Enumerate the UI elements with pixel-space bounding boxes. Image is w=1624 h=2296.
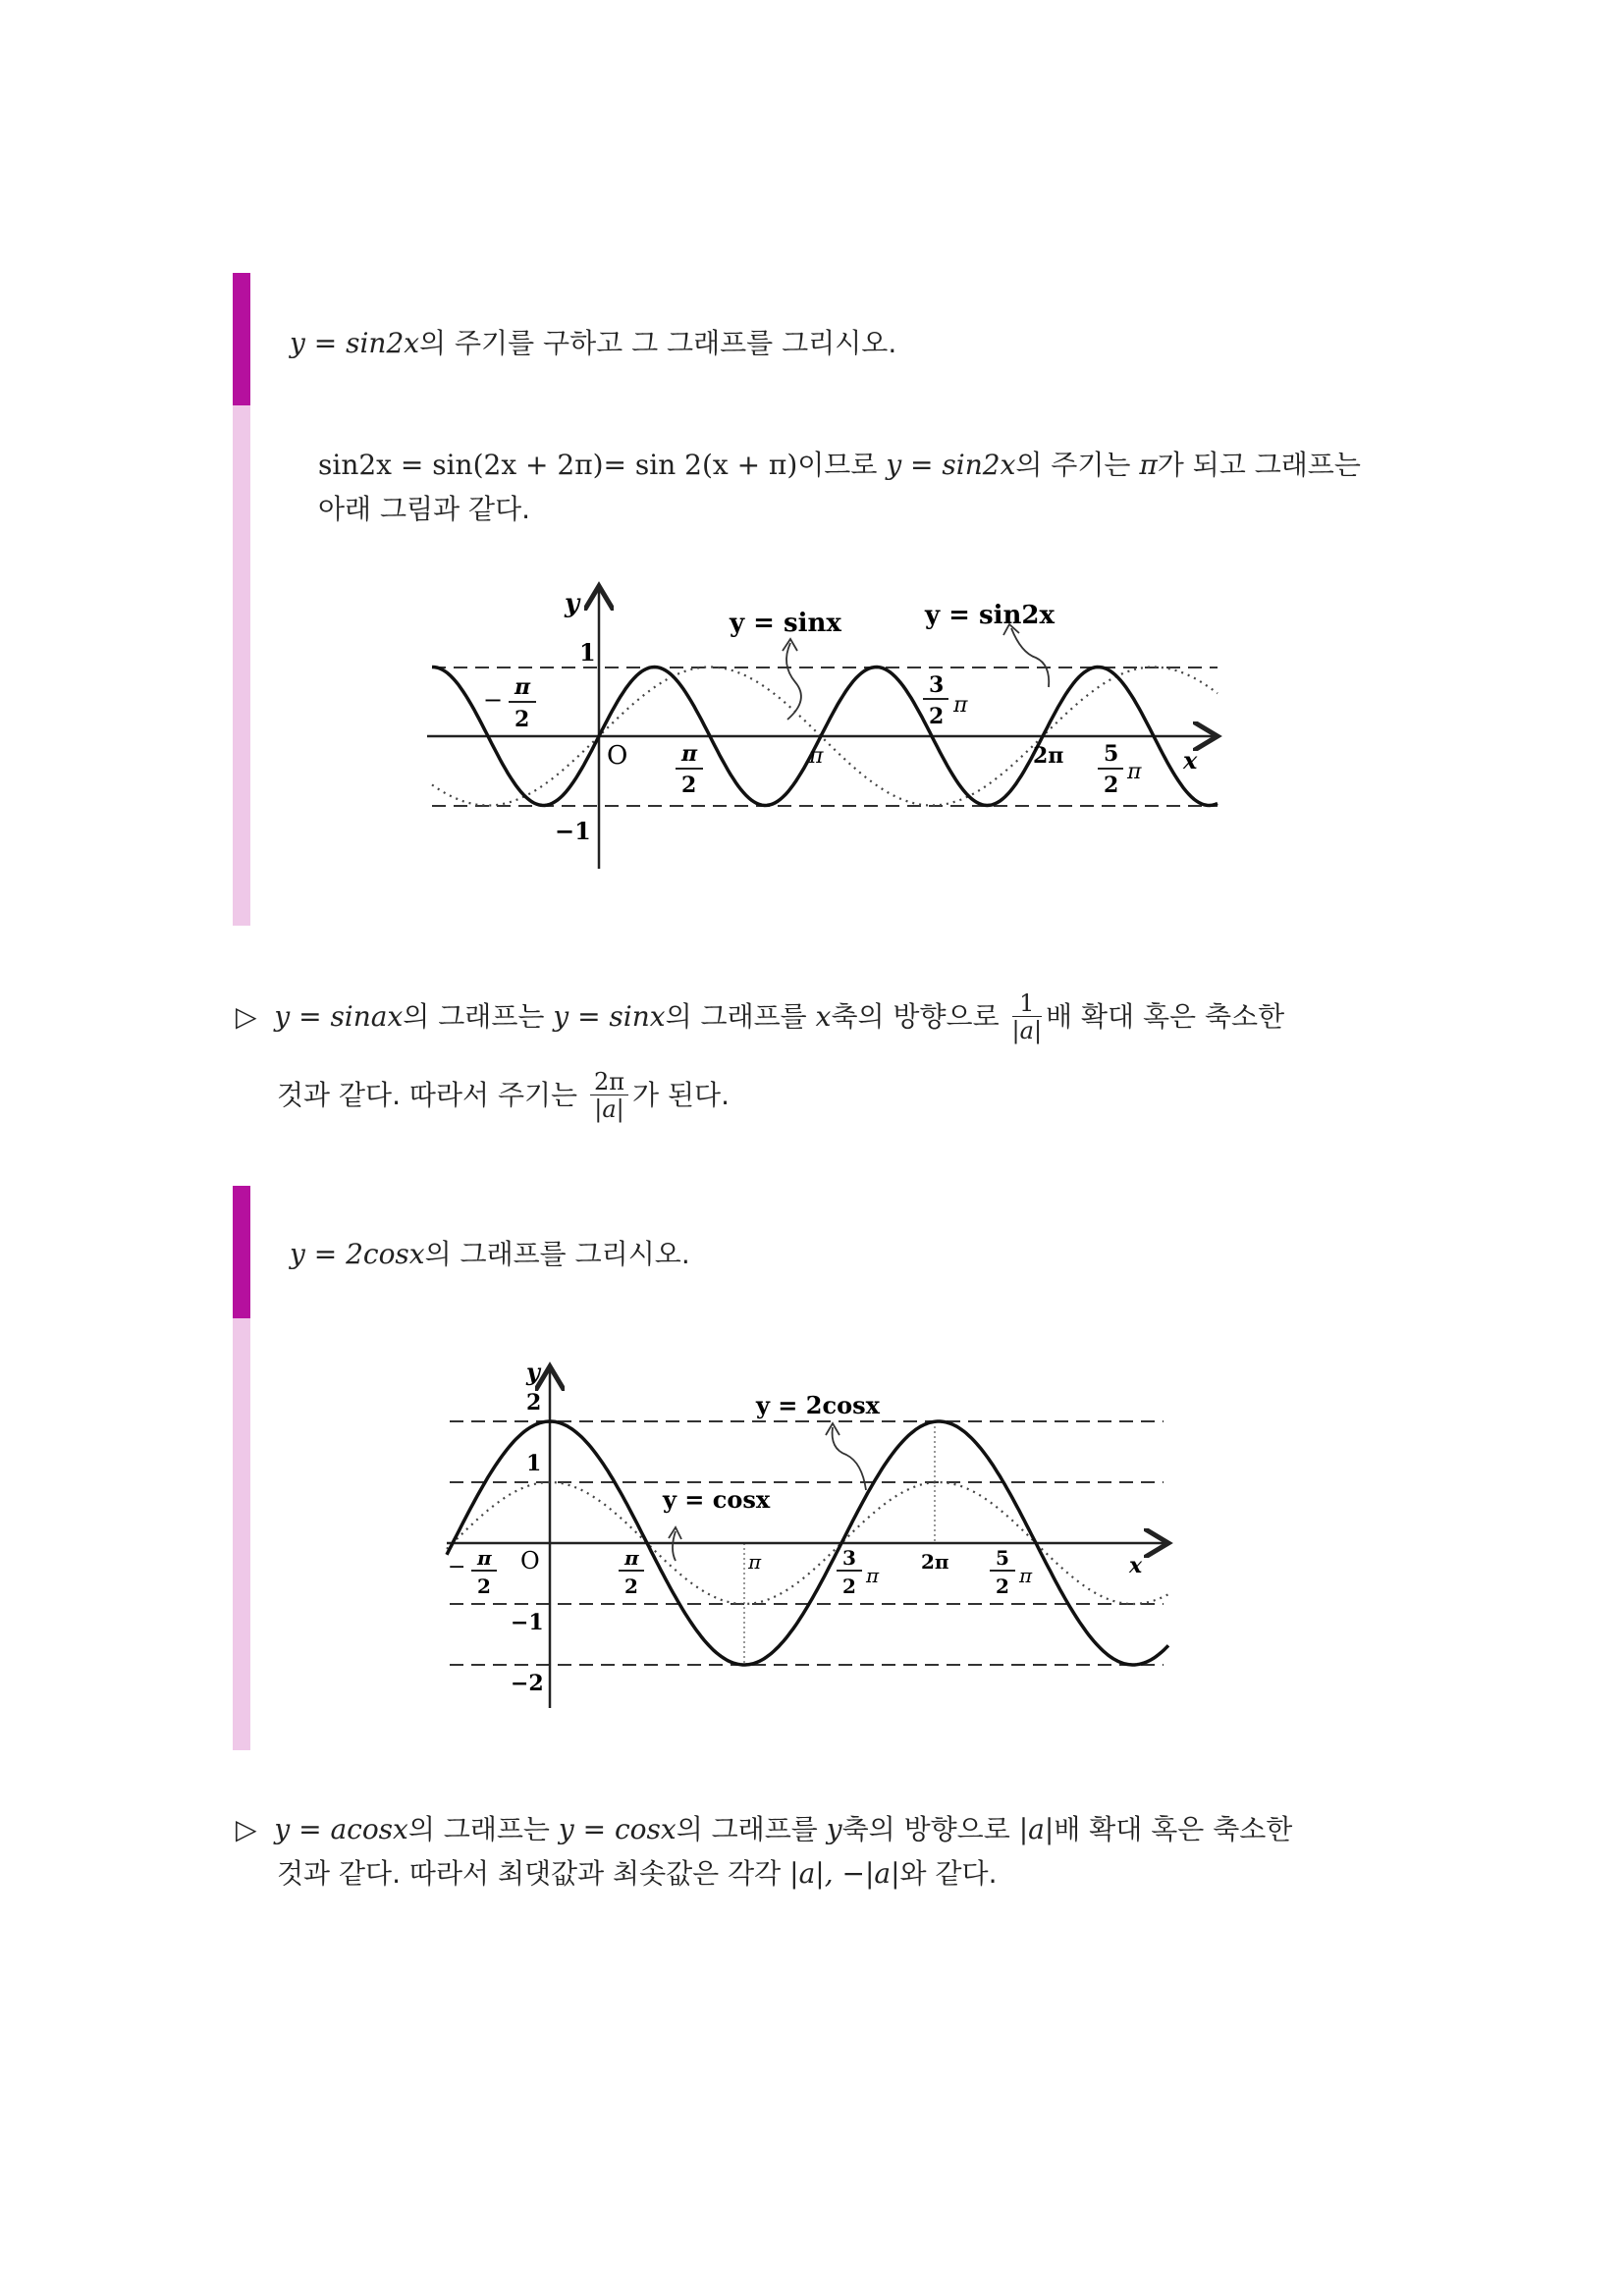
question-text: 의 주기를 구하고 그 그래프를 그리시오. [419,327,897,359]
problem2-question [290,1233,690,1272]
three-half-pi: π [866,1564,880,1587]
five-half-pi: π [1019,1564,1033,1587]
note2-t1: 의 그래프는 [407,1813,550,1845]
problem1-solution-line1 [318,444,1361,483]
note1-frac2 [590,1069,628,1124]
sinx-pointer [786,643,801,720]
question-math: y = sin2x [290,327,420,359]
cosx-label: y = cosx [663,1485,771,1514]
neg-pi-half-den: 2 [477,1575,491,1598]
note2-t5: 것과 같다. 따라서 최댓값과 최솟값은 각각 [277,1857,782,1890]
note2-m3: y [826,1813,842,1845]
cosx-pointer [673,1531,676,1561]
sin2x-label: y = sin2x [925,601,1056,630]
three-half-num: 3 [842,1546,856,1570]
solution-math3: π [1139,449,1158,481]
note1-t2: 의 그래프를 [665,1000,807,1033]
twocosx-label: y = 2cosx [756,1391,880,1419]
solution-math2: y = sin2x [886,449,1016,481]
question2-math: y = 2cosx [290,1238,425,1270]
origin-label: O [607,741,628,771]
three-half-pi: π [953,693,968,718]
neg-pi-half-minus: − [483,686,504,714]
solution-text3: 가 되고 그래프는 [1157,449,1361,481]
x-axis-label: x [1129,1553,1143,1578]
pi-half-num: π [681,741,698,767]
note1-t5: 것과 같다. 따라서 주기는 [277,1079,578,1111]
solution-text1: 이므로 [797,449,878,481]
tick-label-1: 1 [526,1451,542,1476]
problem2-accent-bar [233,1186,250,1318]
note1-t3: 축의 방향으로 [831,1000,1000,1033]
note1-t6: 가 된다. [632,1079,730,1111]
five-half-num: 5 [1104,741,1119,767]
note1-frac1 [1012,990,1042,1045]
note1-line2 [277,1060,730,1131]
five-half-den: 2 [996,1575,1009,1598]
note1-t4: 배 확대 혹은 축소한 [1046,1000,1285,1033]
note1-line1 [236,982,1284,1052]
note2-line1 [236,1808,1292,1847]
solution-text2: 의 주기는 [1015,449,1131,481]
neg-pi-half-num: π [514,674,531,700]
note1-frac2-den: |a| [594,1095,624,1124]
note2-t6: 와 같다. [899,1857,998,1890]
note1-m3: x [815,1000,832,1033]
note2-m1: y = acosx [274,1813,408,1845]
pi-half-num: π [624,1546,639,1570]
note2-marker: ▷ [236,1813,257,1845]
sin2x-pointer [1011,628,1049,687]
three-half-num: 3 [929,672,945,698]
note1-t1: 의 그래프는 [403,1000,545,1033]
sinx-label: y = sinx [730,609,841,638]
twocosx-pointer [833,1427,866,1490]
problem1-accent-bar [233,273,250,405]
pi-label: π [809,744,824,769]
two-pi-label: 2π [921,1550,949,1574]
tick-label-1: 1 [579,638,596,667]
neg-pi-half-num: π [477,1546,492,1570]
pi-half-den: 2 [681,773,697,798]
neg-pi-half-minus: − [448,1555,466,1579]
cos-graph [442,1353,1178,1716]
y-axis-label: y [526,1358,540,1386]
pi-half-den: 2 [624,1575,638,1598]
two-pi-label: 2π [1033,743,1064,769]
note1-frac1-den: |a| [1011,1017,1043,1045]
solution-line2: 아래 그림과 같다. [318,493,531,525]
x-axis-label: x [1183,746,1198,774]
three-half-den: 2 [842,1575,856,1598]
y-axis-label: y [565,589,580,618]
problem1-solution-bar [233,405,250,926]
five-half-num: 5 [996,1546,1009,1570]
problem2-solution-bar [233,1318,250,1750]
three-half-den: 2 [929,704,945,729]
question2-text: 의 그래프를 그리시오. [424,1238,690,1270]
tick-label-neg2: −2 [511,1671,544,1696]
problem1-solution-line2 [318,488,530,527]
note1-m2: y = sinx [553,1000,666,1033]
note1-frac1-num: 1 [1012,990,1042,1017]
note2-m2: y = cosx [558,1813,677,1845]
pi-label: π [748,1550,762,1574]
note1-frac2-num: 2π [590,1069,628,1095]
origin-label: O [520,1547,540,1575]
note1-marker: ▷ [236,1000,257,1033]
note2-m4: |a| [1018,1813,1055,1845]
note2-line2 [277,1852,997,1892]
tick-label-neg1: −1 [555,817,591,845]
five-half-den: 2 [1104,773,1119,798]
problem1-question [290,322,896,361]
neg-pi-half-den: 2 [514,707,530,732]
tick-label-neg1: −1 [511,1610,544,1635]
five-half-pi: π [1127,760,1142,784]
tick-label-2: 2 [526,1390,542,1415]
note2-m5: |a|, −|a| [789,1857,900,1890]
note2-t3: 축의 방향으로 [841,1813,1010,1845]
solution-math1: sin2x = sin(2x + 2π)= sin 2(x + π) [318,449,798,481]
note2-t4: 배 확대 혹은 축소한 [1054,1813,1293,1845]
note1-m1: y = sinax [274,1000,404,1033]
note2-t2: 의 그래프를 [676,1813,818,1845]
sin-graph [422,574,1227,879]
